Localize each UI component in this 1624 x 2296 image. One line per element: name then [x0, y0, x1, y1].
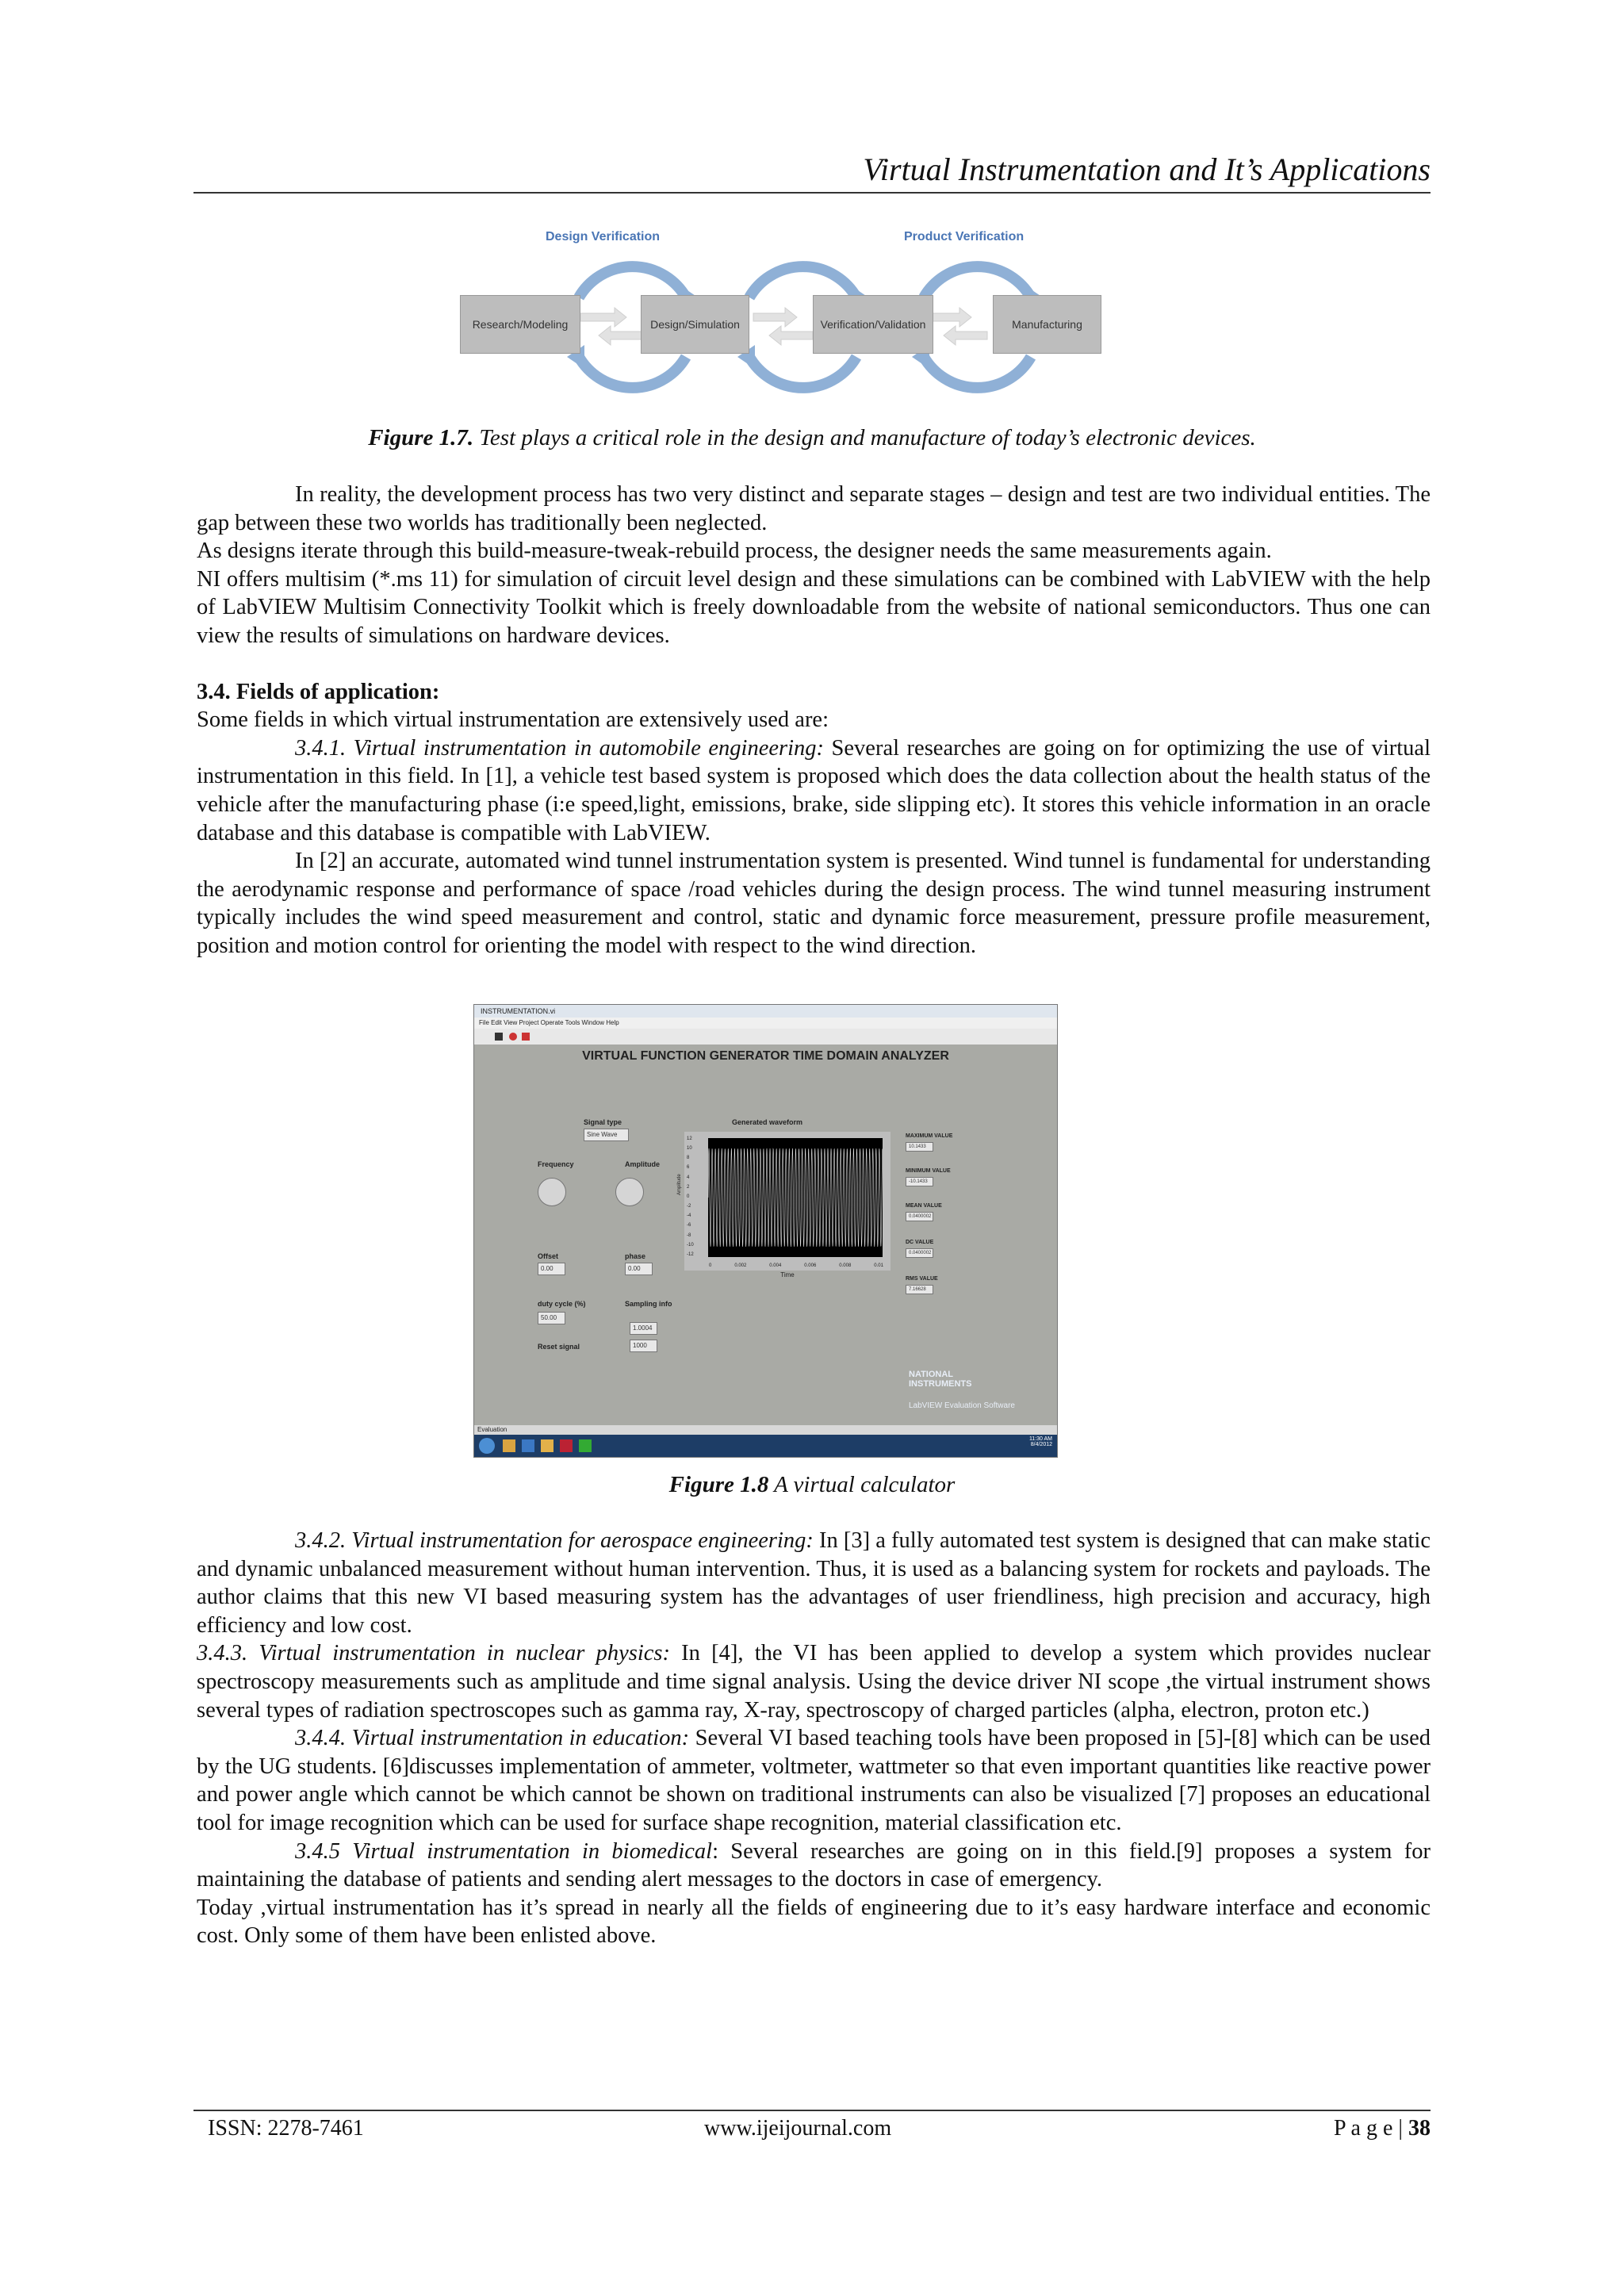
header-rule	[193, 192, 1431, 194]
vi-status-bar: Evaluation	[474, 1425, 1057, 1435]
design-verification-label: Design Verification	[546, 230, 661, 243]
figure-1-8-caption	[0, 1472, 1624, 1498]
taskbar-labview-icon	[579, 1439, 592, 1452]
subsection-title-3-4-3: 3.4.3. Virtual instrumentation in nuclear physics:	[197, 1641, 670, 1666]
vi-toolbar	[474, 1029, 1057, 1045]
figure-1-8-caption-label: Figure 1.8	[668, 1472, 769, 1497]
x-tick: 0.002	[734, 1263, 747, 1268]
graph-x-axis-label: Time	[780, 1271, 795, 1278]
sampling-samples-value: 1000	[630, 1340, 657, 1352]
signal-type-label: Signal type	[584, 1118, 622, 1126]
figure-1-7-caption-text: Test plays a critical role in the design and manufacture of today’s electronic devices.	[479, 425, 1256, 450]
y-tick: -12	[687, 1251, 694, 1257]
footer-issn: ISSN: 2278-7461	[208, 2116, 364, 2141]
y-tick: -8	[687, 1232, 691, 1238]
subsection-text-3-4-4: Several VI based teaching tools have been proposed in [5]-[8] which can be used by the UG students. [6]discusses implementation of ammeter, voltmeter, wattmeter so that even important quantities like reactive power and power angle which cannot be which cannot be shown on traditional instruments can also be visualized [7] proposes an educational tool for image recognition which can be used for surface shape recognition, material classification etc.	[197, 1726, 1431, 1835]
offset-value: 0.00	[538, 1263, 565, 1275]
taskbar-app-icon	[541, 1439, 553, 1452]
paragraph-conclusion: Today ,virtual instrumentation has it’s spread in nearly all the fields of engineering due to it’s easy hardware interface and economic cost. Only some of them have been enlisted above.	[197, 1895, 1431, 1949]
subsection-title-3-4-5: 3.4.5 Virtual instrumentation in biomedical	[295, 1838, 713, 1864]
reset-signal-label: Reset signal	[538, 1343, 580, 1351]
paragraph-3-4-3	[197, 1639, 1431, 1724]
sampling-info-label: Sampling info	[625, 1300, 672, 1308]
footer-rule	[193, 2110, 1431, 2111]
figure-1-8-caption-text: A virtual calculator	[768, 1472, 956, 1497]
windows-taskbar	[474, 1435, 1057, 1457]
taskbar-app-icon	[560, 1439, 573, 1452]
waveform-graph	[684, 1132, 891, 1271]
paragraph-3-4-5	[197, 1838, 1431, 1894]
y-tick: 12	[687, 1137, 692, 1141]
y-tick: 6	[687, 1165, 690, 1171]
footer-website: www.ijeijournal.com	[704, 2116, 892, 2141]
footer-page-label: P a g e |	[1334, 2116, 1408, 2141]
footer-page	[1334, 2116, 1431, 2141]
phase-value: 0.00	[625, 1263, 653, 1275]
paragraph-3-4-4	[197, 1724, 1431, 1837]
manufacturing-box: Manufacturing	[993, 295, 1101, 354]
verification-validation-box: Verification/Validation	[813, 295, 933, 354]
abort-icon	[509, 1033, 517, 1041]
phase-label: phase	[625, 1252, 646, 1260]
clock-time: 11:30 AM	[1028, 1436, 1052, 1442]
y-tick: -2	[687, 1204, 691, 1209]
vi-window-title: INSTRUMENTATION.vi	[474, 1005, 1057, 1018]
subsection-text-3-4-1: Several researches are going on for optimizing the use of virtual instrumentation in this field. In [1], a vehicle test based system is proposed which does the data collection about the health status of the vehicle after the manufacturing phase (i:e speed,light, emissions, brake, side slipping etc). It stores this vehicle information in an oracle database and this database is compatible with LabVIEW.	[197, 735, 1431, 845]
offset-label: Offset	[538, 1252, 559, 1260]
y-tick: 2	[687, 1184, 690, 1190]
subsection-text-3-4-5: : Several researches are going on in this field.[9] proposes a system for maintaining the database of patients and sending alert messages to the doctors in case of emergency.	[197, 1838, 1431, 1892]
clock-date: 8/4/2012	[1030, 1442, 1052, 1447]
graph-y-ticks	[687, 1137, 694, 1257]
duty-cycle-value: 50.00	[538, 1312, 565, 1324]
duty-cycle-label: duty cycle (%)	[538, 1300, 586, 1308]
vi-menu-bar: File Edit View Project Operate Tools Window Help	[474, 1018, 1057, 1029]
min-value: -10.1433	[906, 1177, 933, 1186]
sampling-rate-value: 1.0004	[630, 1322, 657, 1335]
y-tick: 8	[687, 1156, 690, 1161]
taskbar-folder-icon	[503, 1439, 515, 1452]
paragraph-dev-process: In reality, the development process has two very distinct and separate stages – design and test are two individual entities. The gap between these two worlds has traditionally been neglected.	[197, 482, 1431, 535]
figure-1-8-labview-screenshot	[473, 1004, 1058, 1458]
amplitude-label: Amplitude	[625, 1160, 660, 1168]
subsection-text-3-4-3: In [4], the VI has been applied to develop a system which provides nuclear spectroscopy measurements such as amplitude and time signal analysis. Using the device driver NI scope ,the virtual instrument shows several types of radiation spectroscopes such as gamma ray, X-ray, spectroscopy of charged particles (alpha, electron, proton etc.)	[197, 1641, 1431, 1723]
paragraph-multisim: NI offers multisim (*.ms 11) for simulation of circuit level design and these simulations can be combined with LabVIEW with the help of LabVIEW Multisim Connectivity Toolkit which is freely downloadable from the website of national semiconductors. Thus one can view the results of simulations on hardware devices.	[197, 566, 1431, 648]
x-tick: 0.01	[874, 1263, 883, 1268]
subsection-title-3-4-1: 3.4.1. Virtual instrumentation in automobile engineering:	[295, 735, 825, 761]
dc-value-label: DC VALUE	[906, 1240, 934, 1245]
max-value: 10.1433	[906, 1142, 933, 1152]
y-tick: 4	[687, 1175, 690, 1180]
mean-value-label: MEAN VALUE	[906, 1203, 942, 1209]
design-simulation-box: Design/Simulation	[641, 295, 749, 354]
x-tick: 0.004	[769, 1263, 782, 1268]
subsection-title-3-4-2: 3.4.2. Virtual instrumentation for aerospace engineering:	[295, 1528, 814, 1553]
taskbar-browser-icon	[522, 1439, 534, 1452]
x-tick: 0.008	[839, 1263, 852, 1268]
body-section-2	[197, 1527, 1431, 1950]
y-tick: -6	[687, 1223, 691, 1228]
paragraph-iterate: As designs iterate through this build-measure-tweak-rebuild process, the designer needs the same measurements again.	[197, 539, 1272, 564]
subsection-text-3-4-2: In [3] a fully automated test system is designed that can make static and dynamic unbalanced measurement without human intervention. Thus, it is used as a balancing system for rockets and payloads. The author claims that this new VI based measuring system has the advantages of user friendliness, high precision and accuracy, high efficiency and low cost.	[197, 1528, 1431, 1638]
mean-value: 0.0400002	[906, 1212, 933, 1221]
footer-page-number: 38	[1408, 2116, 1431, 2141]
national-instruments-logo: NATIONAL INSTRUMENTS	[909, 1370, 972, 1389]
y-tick: 10	[687, 1146, 692, 1152]
paragraph-3-4-2	[197, 1527, 1431, 1639]
start-button-icon	[479, 1438, 495, 1454]
graph-y-axis-label: Amplitude	[677, 1174, 682, 1195]
paragraph-wind-tunnel: In [2] an accurate, automated wind tunnel instrumentation system is presented. Wind tunnel is fundamental for understanding the aerodynamic response and performance of space /road vehicles during the design process. The wind tunnel measuring instrument typically includes the wind speed measurement and control, static and dynamic force measurement, pressure profile measurement, position and motion control for orienting the model with respect to the wind direction.	[197, 849, 1431, 958]
y-tick: 0	[687, 1194, 690, 1199]
product-verification-label: Product Verification	[904, 230, 1025, 243]
graph-x-ticks	[709, 1263, 883, 1268]
running-header: Virtual Instrumentation and It’s Applications	[863, 151, 1431, 187]
min-value-label: MINIMUM VALUE	[906, 1168, 951, 1174]
y-tick: -4	[687, 1213, 691, 1219]
figure-1-7-diagram	[460, 222, 1102, 404]
subsection-title-3-4-4: 3.4.4. Virtual instrumentation in education:	[295, 1726, 690, 1751]
frequency-label: Frequency	[538, 1160, 574, 1168]
y-tick: -10	[687, 1242, 694, 1248]
generated-waveform-label: Generated waveform	[732, 1118, 803, 1126]
section-heading-3-4: 3.4. Fields of application:	[197, 679, 440, 704]
taskbar-clock	[1029, 1436, 1052, 1447]
frequency-knob-icon	[538, 1178, 566, 1206]
vi-panel-title: VIRTUAL FUNCTION GENERATOR TIME DOMAIN ANALYZER	[582, 1049, 949, 1063]
x-tick: 0.006	[804, 1263, 817, 1268]
x-tick: 0	[709, 1263, 712, 1268]
paragraph-3-4-1	[197, 734, 1431, 847]
run-arrow-icon	[495, 1033, 503, 1041]
labview-evaluation-watermark: LabVIEW Evaluation Software	[909, 1401, 1015, 1410]
pause-icon	[522, 1033, 530, 1041]
rms-value-label: RMS VALUE	[906, 1276, 938, 1282]
figure-1-7-caption	[0, 425, 1624, 451]
signal-type-value: Sine Wave	[584, 1129, 629, 1141]
rms-value: 7.16628	[906, 1285, 933, 1294]
figure-1-7-caption-label: Figure 1.7.	[368, 425, 474, 450]
max-value-label: MAXIMUM VALUE	[906, 1133, 953, 1139]
amplitude-knob-icon	[615, 1178, 644, 1206]
body-section-1	[197, 481, 1431, 960]
research-modeling-box: Research/Modeling	[460, 295, 580, 354]
paragraph-fields-intro: Some fields in which virtual instrumentation are extensively used are:	[197, 707, 829, 733]
dc-value: 0.0400002	[906, 1248, 933, 1258]
